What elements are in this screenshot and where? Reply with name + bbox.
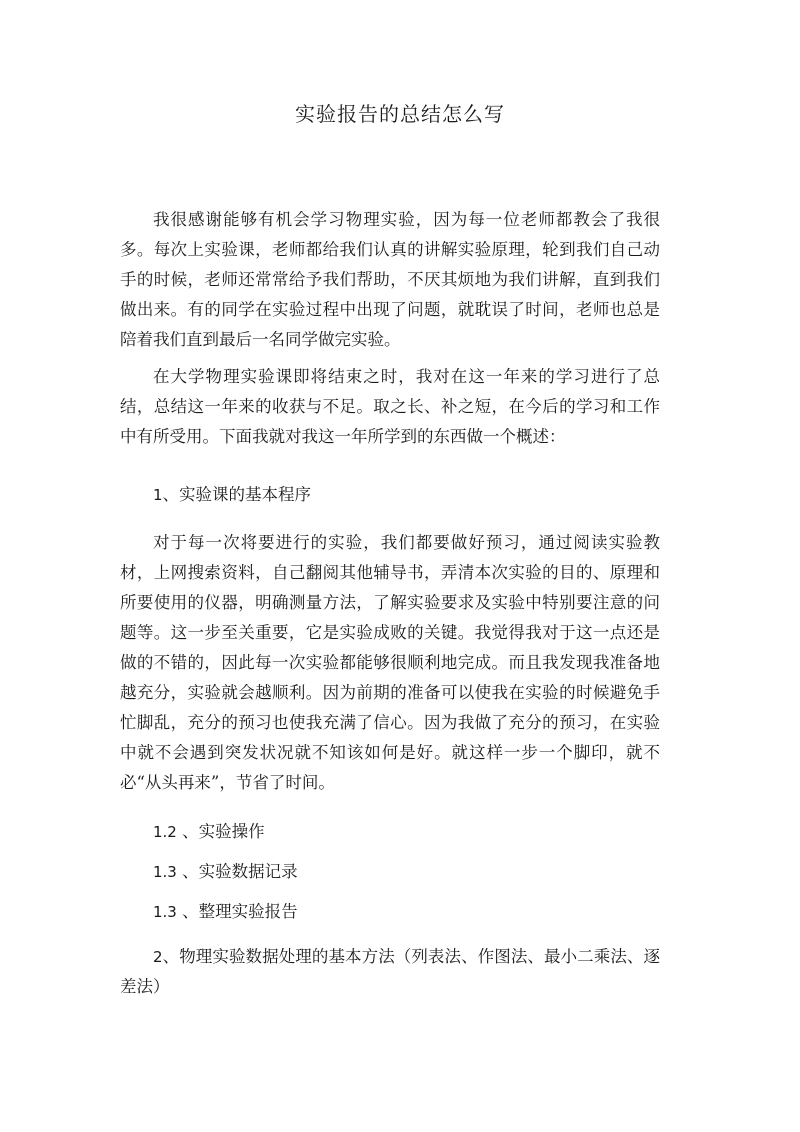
section-number: 1.2 <box>153 823 177 841</box>
section-number: 2 <box>153 948 163 966</box>
section-number: 1 <box>153 486 163 504</box>
section-heading-data-record <box>153 857 673 887</box>
section-title: 、整理实验报告 <box>176 902 298 921</box>
section-title: 、实验数据记录 <box>176 862 298 881</box>
section-title: 、实验课的基本程序 <box>162 485 312 504</box>
section-heading-data-methods <box>120 942 660 1002</box>
section-title: 、实验操作 <box>176 822 265 841</box>
section-heading-basic-procedure <box>153 480 673 510</box>
paragraph-gratitude: 我很感谢能够有机会学习物理实验，因为每一位老师都教会了我很多。每次上实验课，老师都给我们认真的讲解实验原理，轮到我们自己动手的时候，老师还常常给予我们帮助，不厌其烦地为我们讲解，直到我们做出来。有的同学在实验过程中出现了问题，就耽误了时间，老师也总是陪着我们直到最后一名同学做完实验。 <box>120 210 660 349</box>
document-title: 实验报告的总结怎么写 <box>295 102 505 126</box>
section-title: 、物理实验数据处理的基本方法（列表法、作图法、最小二乘法、逐差法） <box>120 947 660 996</box>
section-number: 1.3 <box>153 903 177 921</box>
paragraph-summary-intro: 在大学物理实验课即将结束之时，我对在这一年来的学习进行了总结，总结这一年来的收获与不足。取之长、补之短，在今后的学习和工作中有所受用。下面我就对我这一年所学到的东西做一个概述： <box>120 367 660 446</box>
paragraph-preview: 对于每一次将要进行的实验，我们都要做好预习，通过阅读实验教材，上网搜索资料，自己翻阅其他辅导书，弄清本次实验的目的、原理和所要使用的仪器，明确测量方法，了解实验要求及实验中特别要注意的问题等。这一步至关重要，它是实验成败的关键。我觉得我对于这一点还是做的不错的，因此每一次实验都能够很顺利地完成。而且我发现我准备地越充分，实验就会越顺利。因为前期的准备可以使我在实验的时候避免手忙脚乱，充分的预习也使我充满了信心。因为我做了充分的预习，在实验中就不会遇到突发状况就不知该如何是好。就这样一步一个脚印，就不必“从头再来”，节省了时间。 <box>120 533 660 792</box>
section-heading-report <box>153 897 673 927</box>
section-heading-experiment-operation <box>153 817 673 847</box>
section-number: 1.3 <box>153 863 177 881</box>
